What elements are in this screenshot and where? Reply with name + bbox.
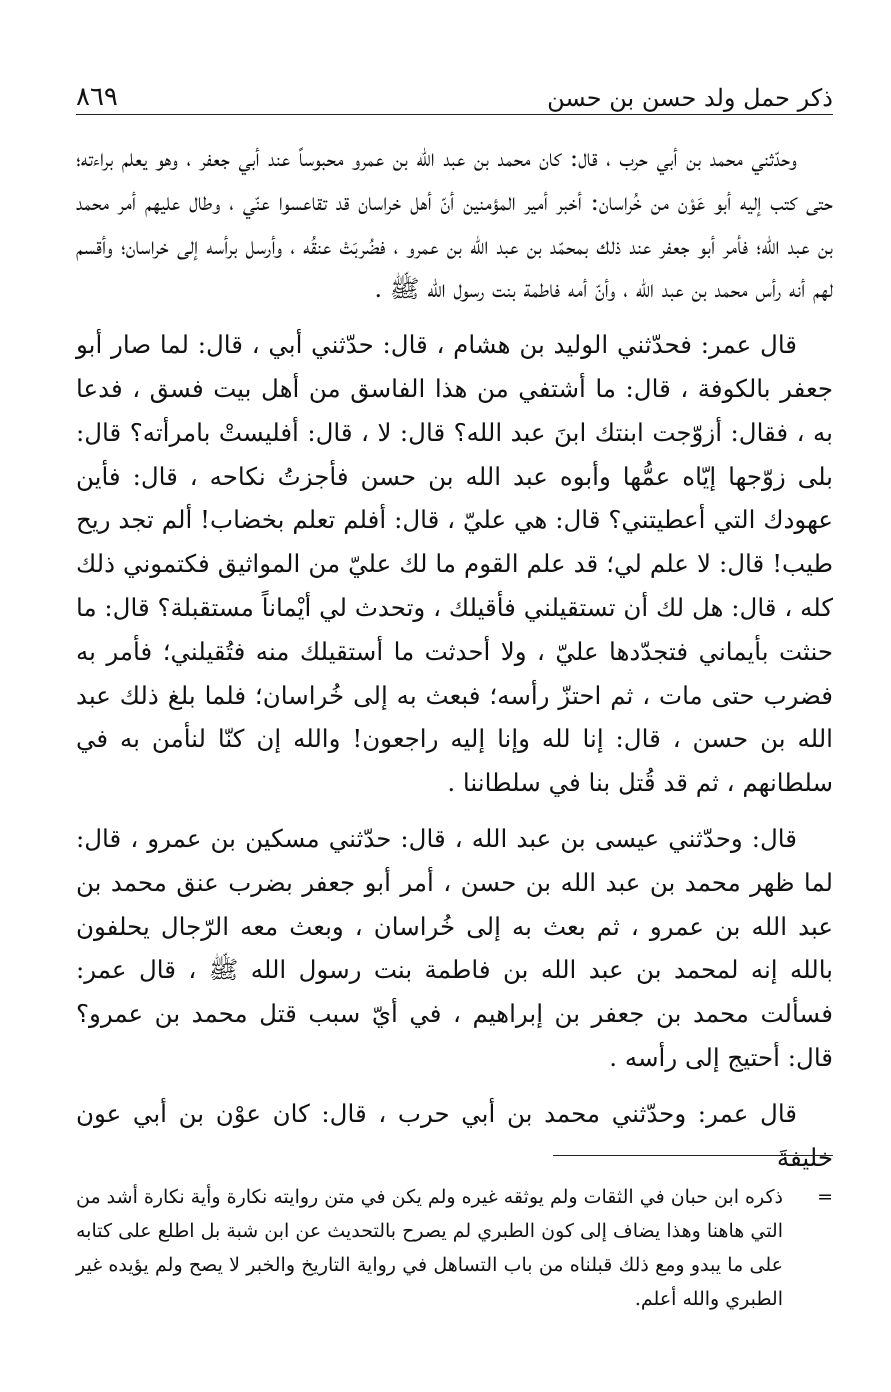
running-head <box>76 78 833 110</box>
paragraph-2: قال عمر: فحدّثني الوليد بن هشام ، قال: حدّثني أبي ، قال: لما صار أبو جعفر بالكوفة ، قال: ما أشتفي من هذا الفاسق من أهل بيت فسق ، فدعا به ، فقال: أزوّجت ابنتك ابنَ عبد الله؟ قال: لا ، قال: أفليستْ بامرأته؟ قال: بلى زوّجها إيّاه عمُّها وأبوه عبد الله بن حسن فأجزتُ نكاحه ، قال: فأين عهودك التي أعطيتني؟ قال: هي عليّ ، قال: أفلم تعلم بخضاب! ألم تجد ريح طيب! قال: لا علم لي؛ قد علم القوم ما لك عليّ من المواثيق فكتموني ذلك كله ، قال: هل لك أن تستقيلني فأقيلك ، وتحدث لي أيْماناً مستقبلة؟ قال: ما حنثت بأيماني فتجدّدها عليّ ، ولا أحدثت ما أستقيلك منه فتُقيلني؛ فأمر به فضرب حتى مات ، ثم احتزّ رأسه؛ فبعث به إلى خُراسان؛ فلما بلغ ذلك عبد الله بن حسن ، قال: إنا لله وإنا إليه راجعون! والله إن كنّا لنأمن به في سلطانهم ، ثم قد قُتل بنا في سلطاننا . <box>76 330 833 798</box>
footnote-marker: = <box>817 1186 833 1208</box>
paragraph-4: قال عمر: وحدّثني محمد بن أبي حرب ، قال: كان عوْن بن أبي عون خليفةَ <box>76 1098 833 1172</box>
main-text <box>76 136 833 1191</box>
footnote <box>76 1180 833 1316</box>
footnote-text: ذكره ابن حبان في الثقات ولم يوثقه غيره ولم يكن في متن روايته نكارة وأية نكارة أشد من التي هاهنا وهذا يضاف إلى كون الطبري لم يصرح بالتحديث عن ابن شبة بل اطلع على كتابه على ما يبدو ومع ذلك قبلناه من باب التساهل في رواية التاريخ والخبر لا يصح ولم يؤيده غير الطبري والله أعلم. <box>76 1186 783 1310</box>
header-rule <box>76 114 833 115</box>
paragraph-3: قال: وحدّثني عيسى بن عبد الله ، قال: حدّثني مسكين بن عمرو ، قال: لما ظهر محمد بن عبد الله بن حسن ، أمر أبو جعفر بضرب عنق محمد بن عبد الله بن عمرو ، ثم بعث به إلى خُراسان ، وبعث معه الرّجال يحلفون بالله إنه لمحمد بن عبد الله بن فاطمة بنت رسول الله ﷺ ، قال عمر: فسألت محمد بن جعفر بن إبراهيم ، في أيّ سبب قتل محمد بن عمرو؟ قال: أحتيج إلى رأسه . <box>76 823 833 1072</box>
page-number: ٨٦٩ <box>76 82 118 112</box>
footnote-rule <box>553 1155 833 1156</box>
running-title: ذكر حمل ولد حسن بن حسن <box>547 84 833 112</box>
paragraph-1: وحدّثني محمد بن أبي حرب ، قال: كان محمد بن عبد الله بن عمرو محبوساً عند أبي جعفر ، وهو يعلم براءته؛ حتى كتب إليه أبو عَوْن من خُراسان: أخبر أمير المؤمنين أنّ أهل خراسان قد تقاعسوا عنّي ، وطال عليهم أمر محمد بن عبد الله؛ فأمر أبو جعفر عند ذلك بمحمّد بن عبد الله بن عمرو ، فضُربَتْ عنقُه ، وأرسل برأسه إلى خراسان؛ وأقسم لهم أنه رأس محمد بن عبد الله ، وأنّ أمه فاطمة بنت رسول الله ﷺ . <box>76 143 833 304</box>
